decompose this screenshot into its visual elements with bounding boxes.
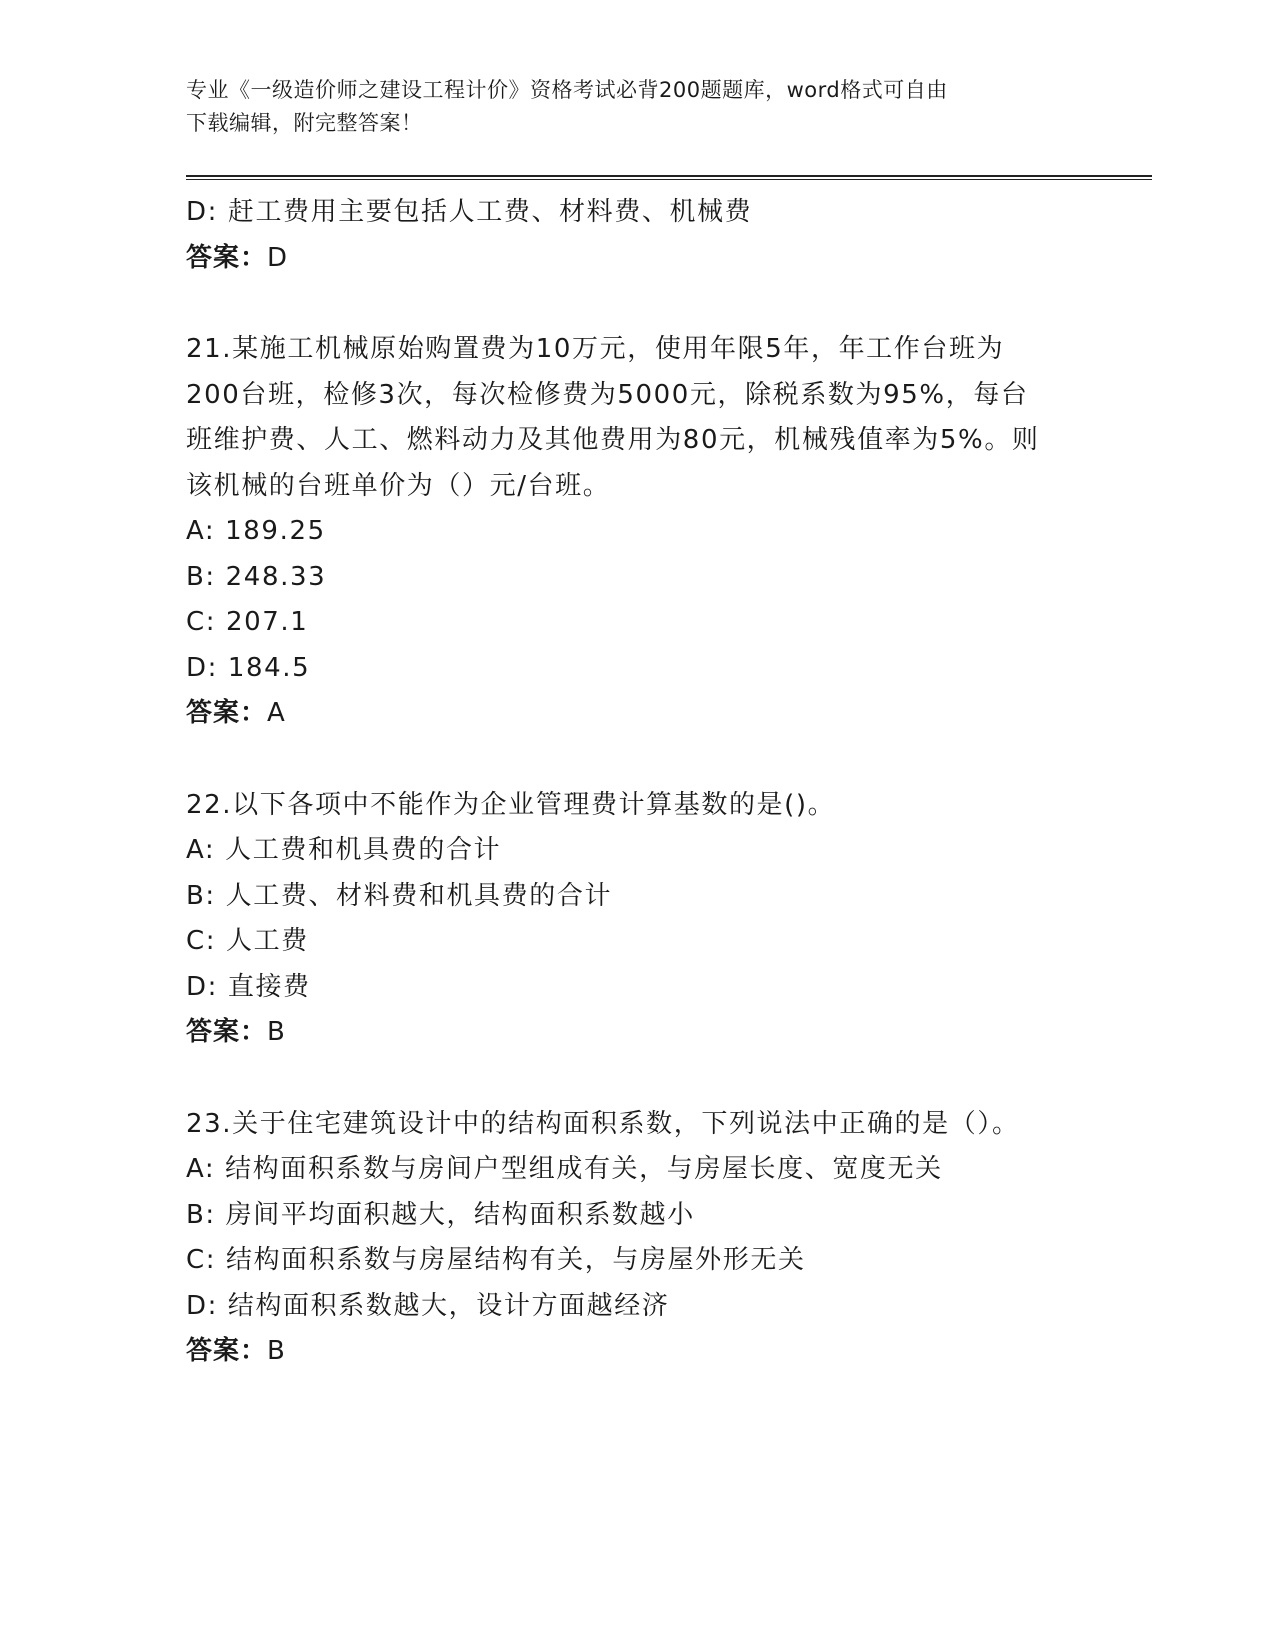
q22-stem-line-1: 22.以下各项中不能作为企业管理费计算基数的是()。 — [186, 789, 836, 820]
spacer — [186, 1056, 1086, 1102]
header-divider — [186, 175, 1152, 180]
q22-option-d: D: 直接费 — [186, 971, 311, 1002]
answer-label: 答案： — [186, 698, 268, 728]
document-header — [186, 74, 1086, 140]
question-content — [186, 190, 1086, 1375]
answer-value: A — [267, 698, 287, 728]
header-line-2: 下载编辑，附完整答案！ — [186, 111, 423, 135]
answer-label: 答案： — [186, 242, 268, 273]
answer-label: 答案： — [186, 1017, 268, 1047]
prev-option-d: D: 赶工费用主要包括人工费、材料费、机械费 — [186, 197, 753, 227]
q21-option-a: A: 189.25 — [186, 516, 326, 546]
q22-option-c: C: 人工费 — [186, 926, 309, 956]
question-23 — [186, 1102, 1086, 1375]
question-22 — [186, 783, 1086, 1056]
spacer — [186, 281, 1086, 327]
q23-option-b: B: 房间平均面积越大，结构面积系数越小 — [186, 1199, 695, 1230]
answer-value: B — [267, 1017, 287, 1047]
q22-answer — [186, 1010, 1086, 1056]
q23-stem-line-1: 23.关于住宅建筑设计中的结构面积系数，下列说法中正确的是（）。 — [186, 1108, 1020, 1139]
prev-answer — [186, 236, 1086, 282]
q21-stem-line-1: 21.某施工机械原始购置费为10万元，使用年限5年，年工作台班为 — [186, 334, 1005, 364]
answer-value: B — [267, 1336, 287, 1366]
answer-label: 答案： — [186, 1336, 268, 1366]
q21-option-d: D: 184.5 — [186, 652, 311, 683]
q21-stem-line-4: 该机械的台班单价为（）元/台班。 — [186, 470, 611, 501]
q21-answer — [186, 691, 1086, 737]
q23-answer — [186, 1329, 1086, 1375]
q21-option-c: C: 207.1 — [186, 607, 309, 637]
q21-stem-line-2: 200台班，检修3次，每次检修费为5000元，除税系数为95%，每台 — [186, 379, 1029, 410]
q23-option-d: D: 结构面积系数越大，设计方面越经济 — [186, 1290, 670, 1321]
header-line-1: 专业《一级造价师之建设工程计价》资格考试必背200题题库，word格式可自由 — [186, 78, 948, 102]
answer-value: D — [267, 242, 289, 273]
q22-option-b: B: 人工费、材料费和机具费的合计 — [186, 880, 613, 911]
spacer — [186, 737, 1086, 783]
q23-option-c: C: 结构面积系数与房屋结构有关，与房屋外形无关 — [186, 1245, 806, 1275]
q21-stem-line-3: 班维护费、人工、燃料动力及其他费用为80元，机械残值率为5%。则 — [186, 425, 1040, 455]
question-21 — [186, 327, 1086, 737]
q22-option-a: A: 人工费和机具费的合计 — [186, 835, 502, 865]
q21-option-b: B: 248.33 — [186, 561, 327, 592]
q23-option-a: A: 结构面积系数与房间户型组成有关，与房屋长度、宽度无关 — [186, 1154, 943, 1184]
